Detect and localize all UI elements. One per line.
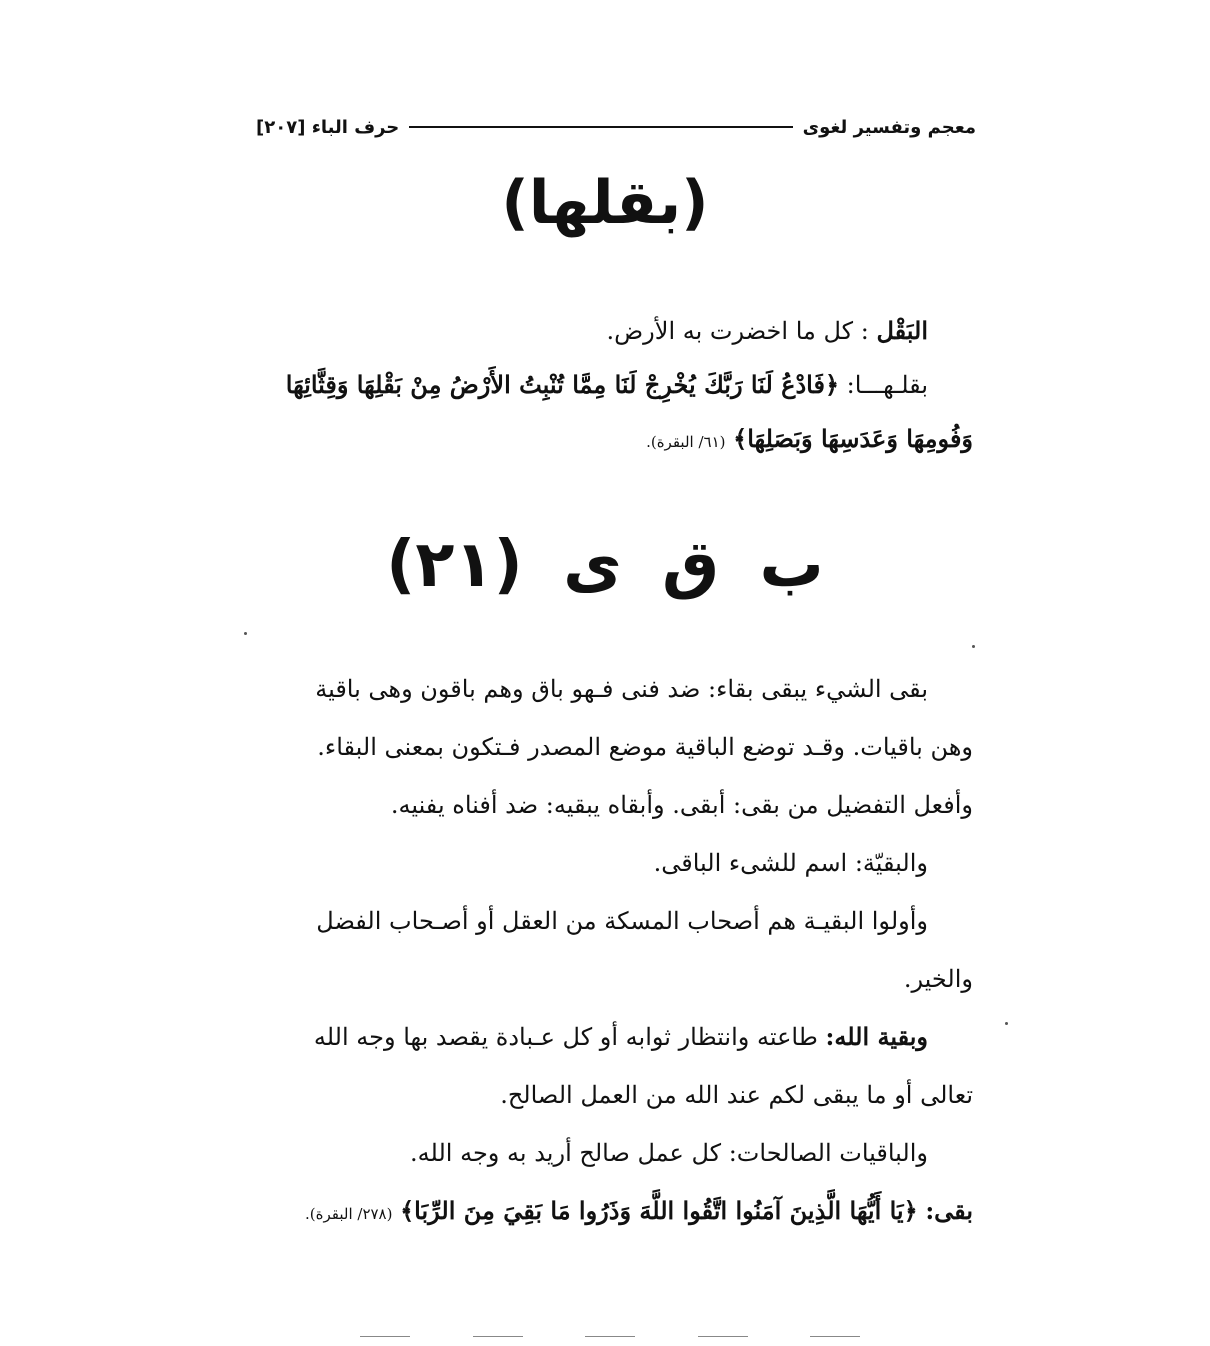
definition: : كل ما اخضرت به الأرض. xyxy=(606,317,869,345)
paragraph-line: والبقيّة: اسم للشىء الباقى. xyxy=(653,849,928,877)
entry-title: (بقلها) xyxy=(501,168,709,238)
footer-mark xyxy=(810,1336,860,1337)
paragraph-line: وأفعل التفضيل من بقى: أبقى. وأبقاه يبقيه: ضد أفناه يفنيه. xyxy=(390,791,973,819)
paragraph-line xyxy=(248,1008,973,1066)
footer-marks xyxy=(360,1336,860,1338)
term: وبقية الله: xyxy=(825,1022,928,1051)
running-header xyxy=(256,112,976,142)
paragraph-line: والباقيات الصالحات: كل عمل صالح أريد به وجه الله. xyxy=(410,1139,928,1167)
verse-reference: (٢٧٨/ البقرة). xyxy=(305,1205,393,1223)
footer-mark xyxy=(473,1336,523,1337)
quran-line xyxy=(248,412,973,466)
paragraph-line: وأولوا البقيـة هم أصحاب المسكة من العقل أو أصـحاب الفضل xyxy=(316,907,928,935)
footer-mark xyxy=(360,1336,410,1337)
term: بقلـهـــا: xyxy=(846,371,928,399)
verse-reference: (٦١/ البقرة). xyxy=(646,433,726,451)
definition-line xyxy=(248,304,973,358)
paragraph-line: تعالى أو ما يبقى لكم عند الله من العمل الصالح. xyxy=(500,1081,973,1109)
root-title: ب ق ى (٢١) xyxy=(386,528,824,602)
quran-verse: ﴿فَادْعُ لَنَا رَبَّكَ يُخْرِجْ لَنَا مِمَّا تُنْبِتُ الأَرْضُ مِنْ بَقْلِهَا وَقِثَّائِهَا xyxy=(285,370,839,399)
book-title: معجم وتفسير لغوى xyxy=(802,116,976,138)
footer-mark xyxy=(698,1336,748,1337)
paragraph-line: بقى الشيء يبقى بقاء: ضد فنى فـهو باق وهم باقون وهى باقية xyxy=(315,675,928,703)
scan-speck xyxy=(244,632,247,635)
term: البَقْل xyxy=(876,316,928,345)
paragraph-line: والخير. xyxy=(903,965,973,993)
footer-mark xyxy=(585,1336,635,1337)
entry-baqluha xyxy=(248,304,973,466)
quran-verse: وَفُومِهَا وَعَدَسِهَا وَبَصَلِهَا﴾ xyxy=(733,424,973,453)
entry-baqiya xyxy=(248,660,973,1240)
scan-speck xyxy=(972,645,975,648)
quran-line xyxy=(248,358,973,412)
quran-verse: ﴿يَا أَيُّهَا الَّذِينَ آمَنُوا اتَّقُوا اللَّهَ وَذَرُوا مَا بَقِيَ مِنَ الرِّبَا﴾ xyxy=(400,1196,918,1225)
paragraph-line: وهن باقيات. وقـد توضع الباقية موضع المصدر فـتكون بمعنى البقاء. xyxy=(317,733,973,761)
definition: طاعته وانتظار ثوابه أو كل عـبادة يقصد بها وجه الله xyxy=(313,1023,818,1051)
header-rule xyxy=(409,126,792,128)
term: بقى: xyxy=(925,1196,973,1225)
section-label: حرف الباء [٢٠٧] xyxy=(256,116,400,138)
quran-line xyxy=(248,1182,973,1240)
scan-speck xyxy=(1005,1022,1008,1025)
